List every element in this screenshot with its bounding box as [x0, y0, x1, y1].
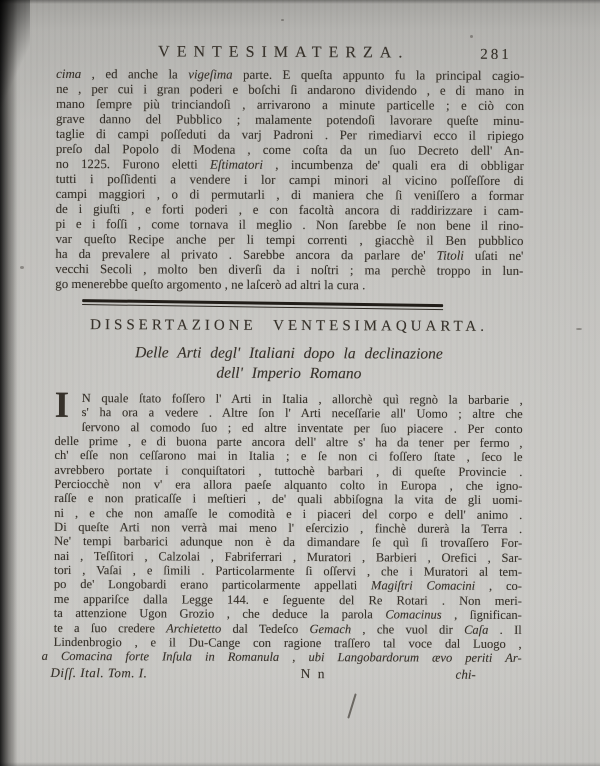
text-line: avrebbero portate i conquiſtatori , tuttochè barbari , di queſte Provincie . [54, 462, 523, 479]
text-line: me appariſce dalla Legge 144. e ſeguente del Re Rotari . Non meri- [53, 591, 522, 608]
text-line: var queſto Recipe anche per li tempi correnti , giacchè il Ben pubblico [55, 231, 524, 248]
text-line: Perciocchè non v' era allora paeſe alquanto colto in Europa , che igno- [54, 476, 523, 494]
footer-catchword: chi- [455, 666, 476, 682]
text-line: no 1225. Furono eletti Eſtimatori , incumbenza de' quali era di obbligar [55, 156, 524, 173]
section-heading: DISSERTAZIONE VENTESIMAQUARTA. [90, 317, 489, 335]
paragraph-continuation [55, 67, 524, 294]
book-gutter-shadow-top [0, 0, 30, 120]
text-line: mano ſempre più trinciandoſi , arrivarono a minute particelle ; e ciò con [56, 96, 525, 113]
text-line: tori , Vaſai , e ſimili . Particolarmente ſi oſſervi , che i Muratori al tem- [53, 563, 523, 580]
text-line: Di queſte Arti non verrà mai meno l' eſercizio , finchè durerà la Terra . [54, 520, 523, 537]
section-subtitle-line2: dell' Imperio Romano [216, 364, 362, 383]
page-number: 281 [480, 46, 512, 63]
footer-signature: N n [300, 665, 327, 681]
text-line: de i giuſti , e forti poderi , e con facoltà ancora di raddirizzare i cam- [55, 201, 524, 218]
photo-edge-bottom [0, 762, 600, 766]
text-line: nai , Teſſitori , Calzolai , Fabriferrari , Muratori , Barbieri , Orefici , Sar- [54, 548, 523, 565]
text-line: cima , ed anche la vigeſima parte. E queſta appunto fu la principal cagio- [56, 66, 525, 83]
text-line: vecchi Secoli , molto ben diverſi da i noſtri ; ma perchè troppo in lun- [55, 261, 524, 278]
text-line: Lindenbrogio , e il Du-Cange con ragione traſſero tal voce dal Luogo , [53, 634, 522, 651]
footer-volume-note: Diſſ. Ital. Tom. I. [50, 664, 148, 680]
text-line: ne , per cui i gran poderi e boſchi ſi andarono dividendo , e di mano in [56, 81, 525, 98]
page-footer [50, 664, 522, 683]
text-line: grave danno del Pubblico ; malamente potendoſi lavorare queſte minu- [55, 111, 525, 128]
drop-cap: I [54, 384, 70, 426]
text-line: N quale ſtato foſſero l' Arti in Italia , allorchè quì regnò la barbarie , [81, 391, 523, 407]
stray-mark [576, 328, 582, 330]
paragraph-main [41, 384, 523, 666]
text-line: ni , e che non amaſſe le comodità e i piaceri del corpo e dell' animo . [54, 505, 523, 522]
text-line: campi maggiori , o di permutarli , di maniera che ſi veniſſero a formar [55, 186, 524, 203]
stray-mark [281, 19, 284, 21]
text-line: tutti i poſſidenti a vendere i lor campi minori al vicino poſſeſſore di [55, 171, 524, 188]
text-line: pi e i foſſi , come tornava il meglio . Non ſarebbe ſe non bene il rino- [55, 216, 524, 233]
text-line: ta attenzione Ugon Grozio , che deduce la parola Comacinus , ſignifican- [53, 606, 522, 623]
text-line: ch' eſſe non ceſſarono mai in Italia ; e ſe non ci foſſero ſtate , ſeco le [54, 448, 523, 465]
text-line: raſſe e non praticaſſe i meſtieri , de' quali abbiſogna la vita de gli uomi- [54, 491, 523, 508]
text-line: a Comacina forte Inſula in Romanula , ubi Langobardorum ævo periti Ar- [41, 649, 522, 666]
text-line: delle prime , e di buona parte ancora dell' altre s' ha da tener per fermo , [54, 433, 523, 451]
text-line: te a ſuo credere Archietetto dal Tedeſco Gemach , che vuol dir Caſa . Il [53, 620, 522, 637]
text-line: go menerebbe queſto argomento , ne laſcerò ad altri la cura . [55, 276, 366, 293]
running-head [56, 43, 524, 64]
stray-mark [470, 35, 473, 38]
text-line: s' ha ora a vedere . Altre ſon l' Arti neceſſarie all' Uomo ; altre che [81, 405, 523, 422]
photo-edge-top [0, 0, 600, 4]
text-line: ſervono al comodo ſuo ; ed altre inventate per ſuo piacere . Per conto [81, 419, 523, 436]
text-line: ha da prevalere al privato . Sarebbe ancora da parlare de' Titoli uſati ne' [55, 246, 524, 263]
text-line: taglie di campi poſſeduti da varj Padroni . Per rimediarvi ecco il ripiego [55, 126, 524, 143]
stray-mark [20, 266, 24, 269]
page-text-block [41, 43, 525, 684]
text-line: Ne' tempi barbarici adunque non è da dimandare ſe quì ſi trovaſſero For- [54, 534, 523, 551]
section-divider [82, 299, 443, 310]
text-line: po de' Longobardi erano particolarmente appellati Magiſtri Comacini , co- [53, 577, 522, 594]
running-head-title: VENTESIMATERZA. [158, 43, 410, 62]
section-subtitle [55, 343, 523, 385]
section-subtitle-line1: Delle Arti degl' Italiani dopo la declinazione [135, 344, 443, 363]
text-line: preſo dal Popolo di Modena , come coſta da un ſuo Decreto dell' An- [55, 141, 524, 158]
